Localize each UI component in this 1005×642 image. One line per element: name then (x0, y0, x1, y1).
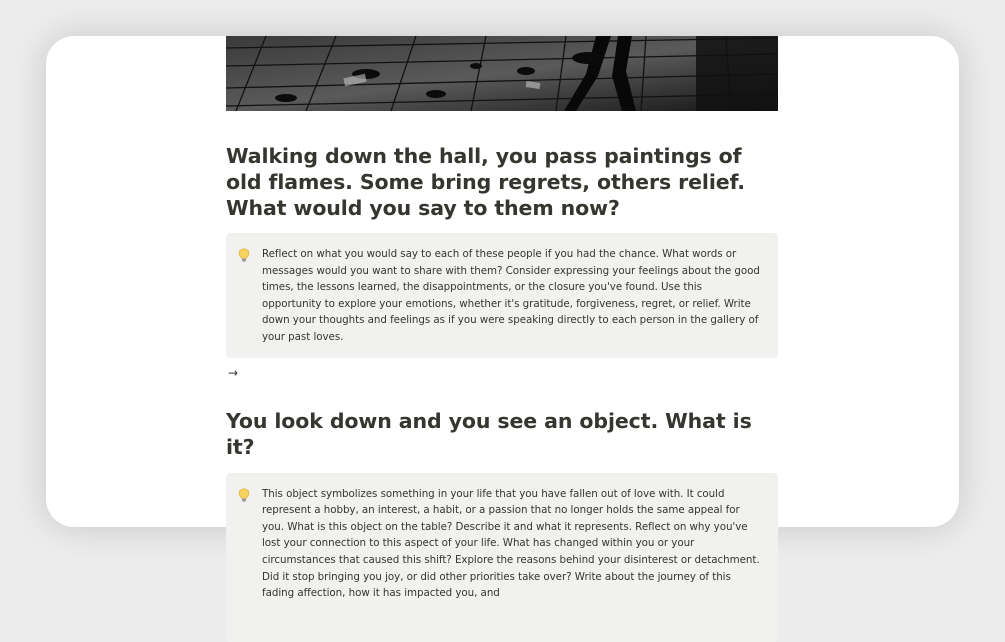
lightbulb-icon (238, 247, 262, 266)
lightbulb-icon (238, 487, 262, 506)
section-heading: You look down and you see an object. What is it? (226, 408, 752, 459)
callout-text: Reflect on what you would say to each of these people if you had the chance. What words or messages would you want to share with them? Consider expressing your feelings about the good times, the lessons learned, the disappointments, or the closure you've found. Use this opportunity to explore your emotions, whether it's gratitude, forgiveness, regret, or relief. Write down your thoughts and feelings as if you were speaking directly to each person in the gallery of your past loves. (262, 248, 760, 343)
page-card (46, 36, 959, 600)
page-content (226, 36, 778, 642)
cover-image (226, 36, 778, 111)
section-heading: Walking down the hall, you pass paintings of old flames. Some bring regrets, others relief. What would you say to them now? (226, 144, 745, 220)
callout-text: This object symbolizes something in your life that you have fallen out of love with. It could represent a hobby, an interest, a habit, or a passion that no longer holds the same appeal for you. What is this object on the table? Describe it and what it represents. Reflect on why you've lost your connection to this aspect of your life. What has changed within you or your circumstances that caused this shift? Explore the reasons behind your disinterest or detachment. Did it stop bringing you joy, or did other priorities take over? Write about the journey of this fading affection, how it has impacted you, and (262, 487, 760, 600)
callout (226, 473, 778, 642)
arrow-divider: → (228, 365, 239, 380)
callout (226, 233, 778, 358)
